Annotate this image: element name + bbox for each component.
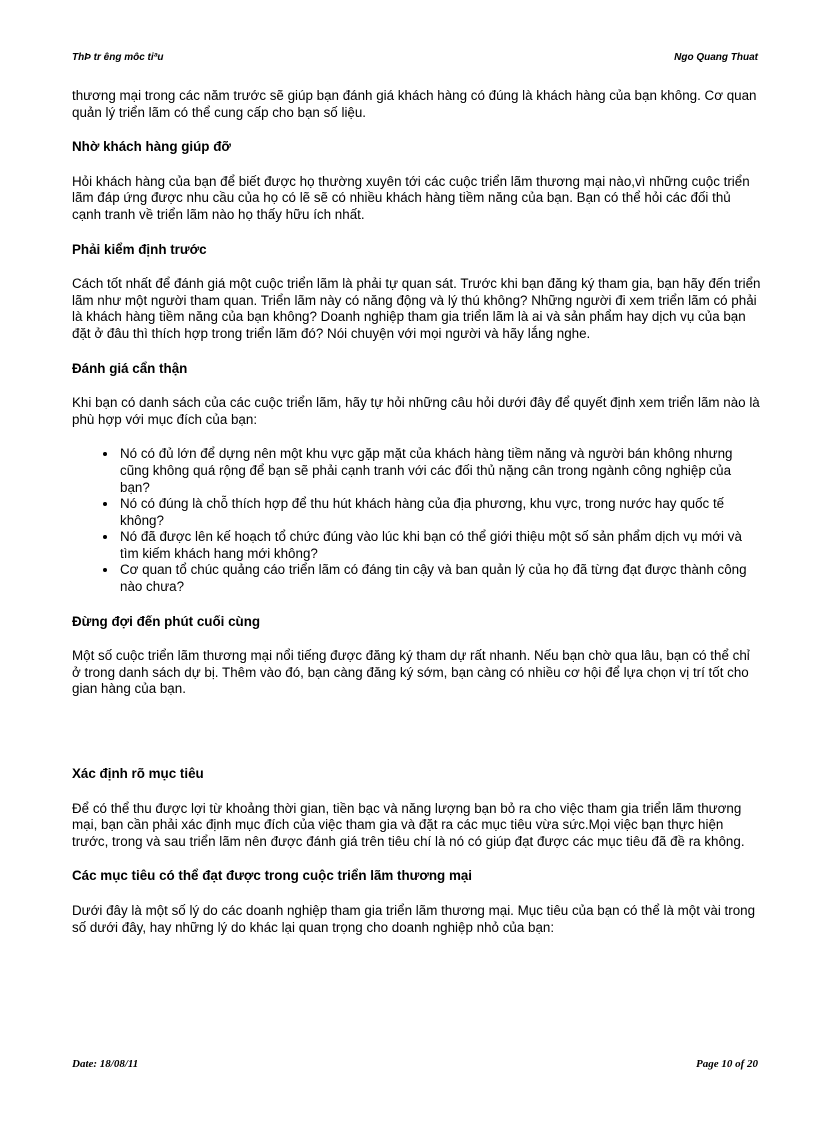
heading-ask-customers: Nhờ khách hàng giúp đỡ xyxy=(72,139,231,155)
header-section-title: ThÞ tr êng môc tiªu xyxy=(72,52,164,63)
list-item: • Nó có đủ lớn để dựng nên một khu vực gặp mặt của khách hàng tiềm năng và người bán không nhưng cũng không quá rộng để bạn sẽ phải cạnh tranh với các đối thủ nặng cân trong ngành công nghiệp của bạn? xyxy=(118,446,762,496)
paragraph-achievable-goals: Dưới đây là một số lý do các doanh nghiệp tham gia triển lãm thương mại. Mục tiêu của bạn có thể là một vài trong số dưới đây, hay những lý do khác lại quan trọng cho doanh nghiệp nhỏ của bạn: xyxy=(72,903,756,935)
paragraph-dont-wait: Một số cuộc triển lãm thương mại nổi tiếng được đăng ký tham dự rất nhanh. Nếu bạn chờ qua lâu, bạn có thể chỉ ở trong danh sách dự bị. Thêm vào đó, bạn càng đăng ký sớm, bạn càng có nhiều cơ hội để lựa chọn vị trí tốt cho gian hàng của bạn. xyxy=(72,648,750,697)
paragraph-evaluate-carefully: Khi bạn có danh sách của các cuộc triển lãm, hãy tự hỏi những câu hỏi dưới đây để quyết định xem triển lãm nào là phù hợp với mục đích của bạn: xyxy=(72,395,760,427)
blank-space xyxy=(72,716,762,766)
question-list xyxy=(72,446,762,595)
list-item: • Cơ quan tổ chúc quảng cáo triển lãm có đáng tin cậy và ban quản lý của họ đã từng đạt được thành công nào chưa? xyxy=(118,562,762,595)
footer-date: Date: 18/08/11 xyxy=(72,1058,139,1070)
paragraph-inspect-first: Cách tốt nhất để đánh giá một cuộc triển lãm là phải tự quan sát. Trước khi bạn đăng ký tham gia, bạn hãy đến triển lãm như một người tham quan. Triển lãm này có năng động và lý thú không? Những người đi xem triển lãm có phải là khách hàng tiềm năng của bạn không? Doanh nghiệp tham gia triển lãm là ai và sản phẩm hay dịch vụ của bạn đặt ở đâu thì thích hợp trong triển lãm đó? Nói chuyện với mọi người và hãy lắng nghe. xyxy=(72,276,761,341)
heading-evaluate-carefully: Đánh giá cẩn thận xyxy=(72,360,188,376)
heading-achievable-goals: Các mục tiêu có thể đạt được trong cuộc triển lãm thương mại xyxy=(72,868,473,884)
list-item: • Nó đã được lên kế hoạch tổ chức đúng vào lúc khi bạn có thể giới thiệu một số sản phẩm dịch vụ mới và tìm kiếm khách hang mới không? xyxy=(118,529,762,562)
intro-paragraph: thương mại trong các năm trước sẽ giúp bạn đánh giá khách hàng có đúng là khách hàng của bạn không. Cơ quan quản lý triển lãm có thể cung cấp cho bạn số liệu. xyxy=(72,88,757,120)
paragraph-define-goals: Để có thể thu được lợi từ khoảng thời gian, tiền bạc và năng lượng bạn bỏ ra cho việc tham gia triển lãm thương mại, bạn cần phải xác định mục đích của việc tham gia và đặt ra các mục tiêu vừa sức.Mọi việc bạn thực hiện trước, trong và sau triển lãm nên được đánh giá trên tiêu chí là nó có giúp đạt được các mục tiêu đã đề ra không. xyxy=(72,800,745,849)
paragraph-ask-customers: Hỏi khách hàng của bạn để biết được họ thường xuyên tới các cuộc triển lãm thương mại nào,vì những cuộc triển lãm đáp ứng được nhu cầu của họ có lẽ sẽ có nhiều khách hàng tiềm năng của bạn. Bạn có thể hỏi các đối thủ cạnh tranh về triển lãm nào họ thấy hữu ích nhất. xyxy=(72,173,750,222)
heading-inspect-first: Phải kiểm định trước xyxy=(72,241,207,257)
footer-page-number: Page 10 of 20 xyxy=(695,1058,758,1070)
heading-define-goals: Xác định rõ mục tiêu xyxy=(72,766,204,782)
heading-dont-wait: Đừng đợi đến phút cuối cùng xyxy=(72,613,261,629)
list-item: • Nó có đúng là chỗ thích hợp để thu hút khách hàng của địa phương, khu vực, trong nước hay quốc tế không? xyxy=(118,496,762,529)
header-author: Ngo Quang Thuat xyxy=(674,52,758,63)
body-content xyxy=(72,88,762,954)
